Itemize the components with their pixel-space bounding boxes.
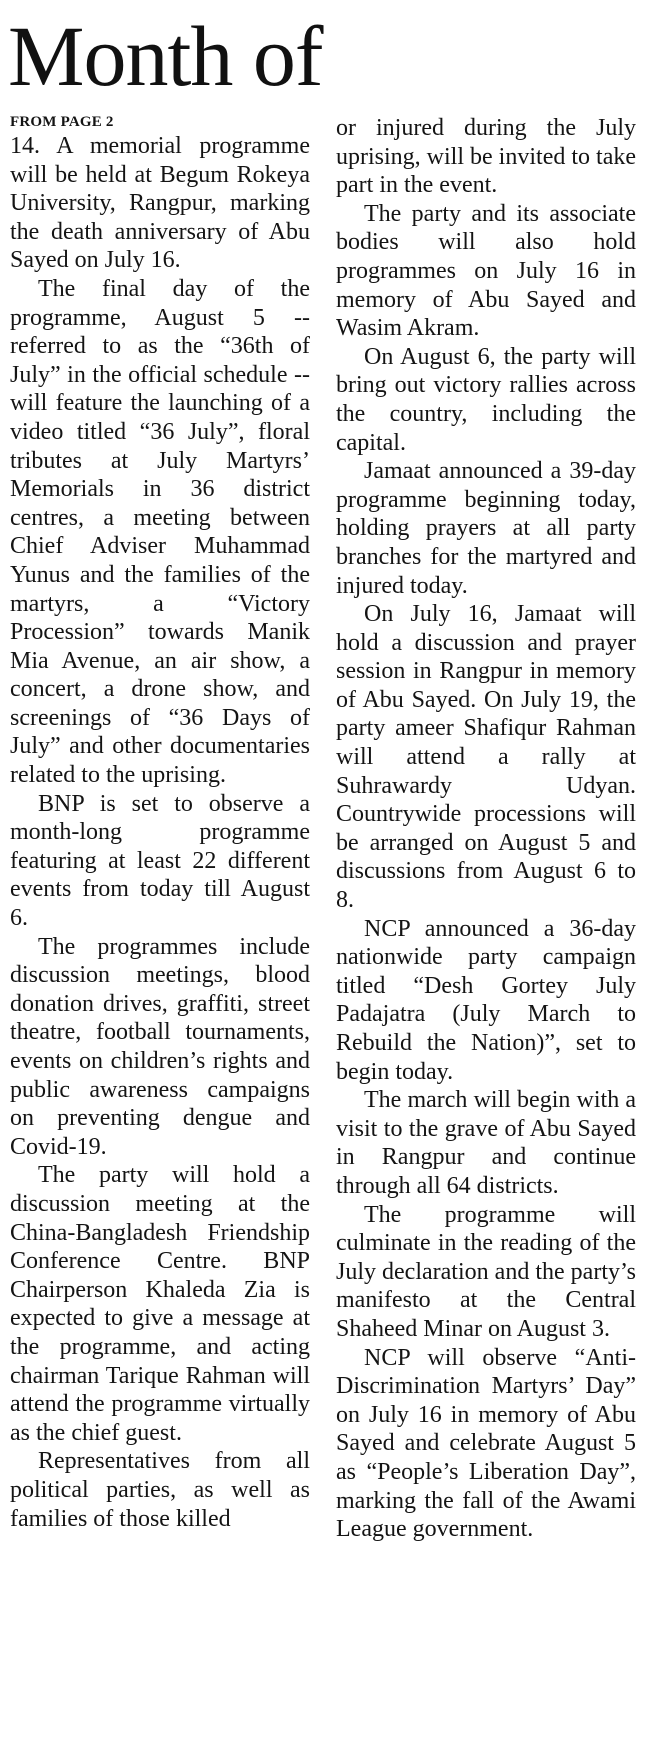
jump-label: FROM PAGE 2 [10, 114, 114, 130]
article-paragraph: On August 6, the party will bring out victory rallies across the country, including the capital. [336, 343, 636, 456]
article-paragraph: NCP will observe “Anti-Discrimination Martyrs’ Day” on July 16 in memory of Abu Sayed and celebrate August 5 as “People’s Liberation Day”, marking the fall of the Awami League government. [336, 1344, 636, 1543]
article-paragraph: The party and its associate bodies will also hold programmes on July 16 in memory of Abu Sayed and Wasim Akram. [336, 200, 636, 342]
article-paragraph: NCP announced a 36-day nationwide party campaign titled “Desh Gortey July Padajatra (July March to Rebuild the Nation)”, set to begin today. [336, 915, 636, 1085]
article-paragraph: The party will hold a discussion meeting at the China-Bangladesh Friendship Conference Centre. BNP Chairperson Khaleda Zia is expected to give a message at the programme, and acting chairman Tarique Rahman will attend the programme virtually as the chief guest. [10, 1162, 310, 1446]
article-paragraph: The programme will culminate in the reading of the July declaration and the party’s manifesto at the Central Shaheed Minar on August 3. [336, 1201, 636, 1342]
article-paragraph: BNP is set to observe a month-long programme featuring at least 22 different events from today till August 6. [10, 790, 310, 932]
headline: Month of [8, 8, 323, 104]
article-paragraph: The final day of the programme, August 5 -- referred to as the “36th of July” in the official schedule -- will feature the launching of a video titled “36 July”, floral tributes at July Martyrs’ Memorials in 36 district centres, a meeting between Chief Adviser Muhammad Yunus and the families of the martyrs, a “Victory Procession” towards Manik Mia Avenue, an air show, a concert, a drone show, and screenings of “36 Days of July” and other documentaries related to the uprising. [10, 275, 310, 789]
article-paragraph: The programmes include discussion meetings, blood donation drives, graffiti, street theatre, football tournaments, events on children’s rights and public awareness campaigns on preventing dengue and Covid-19. [10, 933, 310, 1160]
article-paragraph: Jamaat announced a 39-day programme beginning today, holding prayers at all party branches for the martyred and injured today. [336, 458, 636, 599]
article-column-right [336, 114, 636, 1544]
article-paragraph: Representatives from all political parties, as well as families of those killed [10, 1448, 310, 1532]
article-paragraph: The march will begin with a visit to the grave of Abu Sayed in Rangpur and continue through all 64 districts. [336, 1087, 636, 1199]
article-paragraph: On July 16, Jamaat will hold a discussion and prayer session in Rangpur in memory of Abu Sayed. On July 19, the party ameer Shafiqur Rahman will attend a rally at Suhrawardy Udyan. Countrywide processions will be arranged on August 5 and discussions from August 6 to 8. [336, 601, 636, 914]
article-column-left [10, 114, 310, 1533]
article-paragraph: or injured during the July uprising, will be invited to take part in the event. [336, 115, 636, 199]
article-paragraph: 14. A memorial programme will be held at Begum Rokeya University, Rangpur, marking the death anniversary of Abu Sayed on July 16. [10, 133, 310, 274]
